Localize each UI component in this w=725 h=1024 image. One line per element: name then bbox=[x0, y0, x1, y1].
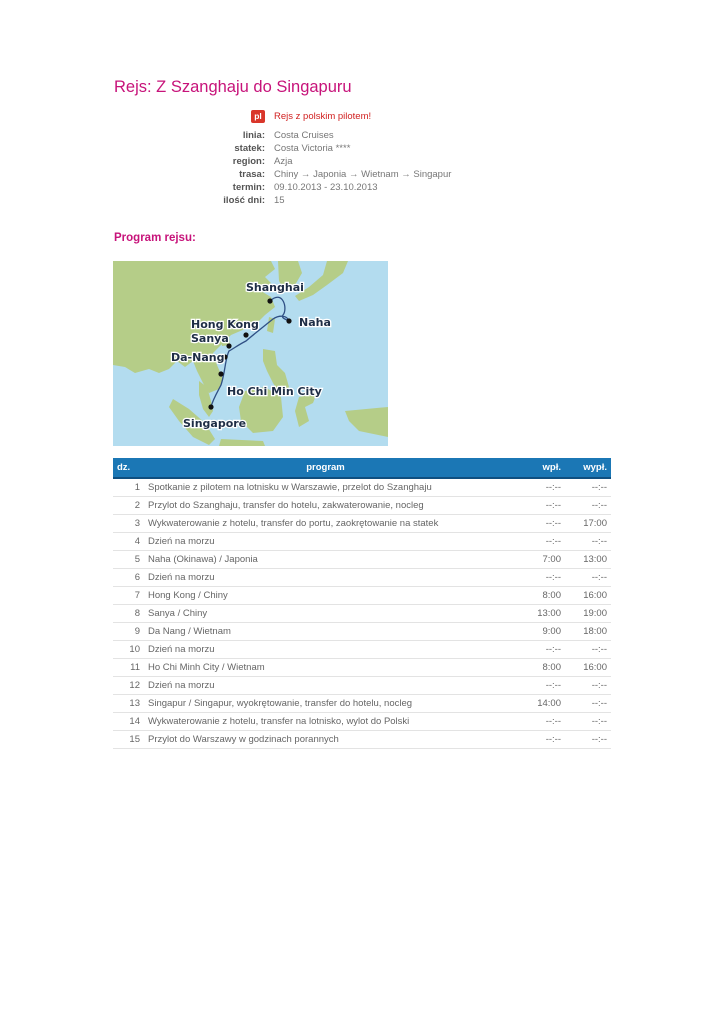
arrival-cell: 14:00 bbox=[507, 695, 565, 713]
label-sanya: Sanya bbox=[191, 332, 229, 345]
info-label: termin: bbox=[232, 182, 265, 193]
info-label: linia: bbox=[242, 130, 265, 141]
arrival-cell: --:-- bbox=[507, 515, 565, 533]
arrival-cell: --:-- bbox=[507, 713, 565, 731]
day-cell: 15 bbox=[113, 731, 144, 749]
info-row-days bbox=[190, 194, 451, 207]
program-cell: Singapur / Singapur, wyokrętowanie, transfer do hotelu, nocleg bbox=[144, 695, 507, 713]
port-marker-ho-chi-minh bbox=[218, 371, 223, 376]
departure-cell: --:-- bbox=[565, 695, 611, 713]
day-cell: 6 bbox=[113, 569, 144, 587]
arrival-cell: 7:00 bbox=[507, 551, 565, 569]
col-header-departure: wypł. bbox=[565, 458, 611, 478]
program-cell: Ho Chi Minh City / Wietnam bbox=[144, 659, 507, 677]
table-row bbox=[113, 533, 611, 551]
arrival-cell: --:-- bbox=[507, 677, 565, 695]
program-cell: Hong Kong / Chiny bbox=[144, 587, 507, 605]
label-shanghai: Shanghai bbox=[246, 281, 304, 294]
day-cell: 13 bbox=[113, 695, 144, 713]
info-row-line bbox=[190, 129, 451, 142]
program-cell: Naha (Okinawa) / Japonia bbox=[144, 551, 507, 569]
departure-cell: --:-- bbox=[565, 641, 611, 659]
col-header-program: program bbox=[144, 458, 507, 478]
table-row bbox=[113, 641, 611, 659]
label-naha: Naha bbox=[299, 316, 331, 329]
day-cell: 1 bbox=[113, 478, 144, 497]
label-singapore: Singapore bbox=[183, 417, 247, 430]
info-row-ship bbox=[190, 142, 451, 155]
route-map bbox=[113, 261, 388, 446]
arrival-cell: --:-- bbox=[507, 533, 565, 551]
info-value: 15 bbox=[274, 195, 285, 206]
departure-cell: 18:00 bbox=[565, 623, 611, 641]
day-cell: 5 bbox=[113, 551, 144, 569]
departure-cell: --:-- bbox=[565, 713, 611, 731]
departure-cell: --:-- bbox=[565, 677, 611, 695]
program-cell: Przylot do Warszawy w godzinach porannych bbox=[144, 731, 507, 749]
info-row-region bbox=[190, 155, 451, 168]
day-cell: 2 bbox=[113, 497, 144, 515]
page-title: Rejs: Z Szanghaju do Singapuru bbox=[114, 78, 352, 96]
table-row bbox=[113, 605, 611, 623]
route-map-svg bbox=[113, 261, 388, 446]
arrival-cell: 13:00 bbox=[507, 605, 565, 623]
port-marker-shanghai bbox=[267, 298, 272, 303]
col-header-day: dz. bbox=[113, 458, 144, 478]
day-cell: 10 bbox=[113, 641, 144, 659]
program-cell: Przylot do Szanghaju, transfer do hotelu, zakwaterowanie, nocleg bbox=[144, 497, 507, 515]
label-hong-kong: Hong Kong bbox=[191, 318, 259, 331]
day-cell: 4 bbox=[113, 533, 144, 551]
pilot-note: Rejs z polskim pilotem! bbox=[274, 111, 372, 122]
table-row bbox=[113, 551, 611, 569]
table-row bbox=[113, 497, 611, 515]
table-row bbox=[113, 731, 611, 749]
info-label: ilość dni: bbox=[223, 195, 265, 206]
info-row-route bbox=[190, 168, 451, 181]
day-cell: 11 bbox=[113, 659, 144, 677]
info-value: Chiny → Japonia → Wietnam → Singapur bbox=[274, 169, 452, 180]
polish-pilot-icon: pl bbox=[251, 110, 265, 123]
port-marker-singapore bbox=[208, 404, 213, 409]
program-cell: Dzień na morzu bbox=[144, 569, 507, 587]
program-table-header bbox=[113, 458, 611, 478]
departure-cell: 17:00 bbox=[565, 515, 611, 533]
program-cell: Sanya / Chiny bbox=[144, 605, 507, 623]
table-row bbox=[113, 695, 611, 713]
departure-cell: 16:00 bbox=[565, 587, 611, 605]
program-cell: Wykwaterowanie z hotelu, transfer na lotnisko, wylot do Polski bbox=[144, 713, 507, 731]
day-cell: 8 bbox=[113, 605, 144, 623]
departure-cell: --:-- bbox=[565, 497, 611, 515]
arrival-cell: --:-- bbox=[507, 641, 565, 659]
departure-cell: 19:00 bbox=[565, 605, 611, 623]
departure-cell: --:-- bbox=[565, 478, 611, 497]
departure-cell: 16:00 bbox=[565, 659, 611, 677]
departure-cell: 13:00 bbox=[565, 551, 611, 569]
day-cell: 12 bbox=[113, 677, 144, 695]
program-cell: Dzień na morzu bbox=[144, 641, 507, 659]
arrival-cell: 9:00 bbox=[507, 623, 565, 641]
day-cell: 7 bbox=[113, 587, 144, 605]
info-value: 09.10.2013 - 23.10.2013 bbox=[274, 182, 378, 193]
departure-cell: --:-- bbox=[565, 731, 611, 749]
section-title: Program rejsu: bbox=[114, 232, 196, 244]
arrival-cell: 8:00 bbox=[507, 587, 565, 605]
day-cell: 14 bbox=[113, 713, 144, 731]
label-da-nang: Da-Nang bbox=[171, 351, 225, 364]
departure-cell: --:-- bbox=[565, 569, 611, 587]
program-table bbox=[113, 458, 611, 749]
arrival-cell: --:-- bbox=[507, 569, 565, 587]
info-value: Costa Cruises bbox=[274, 130, 334, 141]
port-marker-hong-kong bbox=[243, 332, 248, 337]
table-row bbox=[113, 713, 611, 731]
cruise-info-table bbox=[190, 129, 451, 207]
program-cell: Dzień na morzu bbox=[144, 677, 507, 695]
program-cell: Wykwaterowanie z hotelu, transfer do portu, zaokrętowanie na statek bbox=[144, 515, 507, 533]
port-marker-naha bbox=[286, 318, 291, 323]
col-header-arrival: wpł. bbox=[507, 458, 565, 478]
table-row bbox=[113, 587, 611, 605]
info-value: Azja bbox=[274, 156, 293, 167]
arrival-cell: 8:00 bbox=[507, 659, 565, 677]
program-cell: Da Nang / Wietnam bbox=[144, 623, 507, 641]
table-row bbox=[113, 677, 611, 695]
day-cell: 9 bbox=[113, 623, 144, 641]
info-value: Costa Victoria **** bbox=[274, 143, 351, 154]
day-cell: 3 bbox=[113, 515, 144, 533]
program-cell: Dzień na morzu bbox=[144, 533, 507, 551]
program-cell: Spotkanie z pilotem na lotnisku w Warszawie, przelot do Szanghaju bbox=[144, 478, 507, 497]
info-label: region: bbox=[232, 156, 265, 167]
arrival-cell: --:-- bbox=[507, 478, 565, 497]
arrival-cell: --:-- bbox=[507, 731, 565, 749]
table-row bbox=[113, 659, 611, 677]
table-row bbox=[113, 515, 611, 533]
info-row-dates bbox=[190, 181, 451, 194]
info-label: trasa: bbox=[239, 169, 265, 180]
info-label: statek: bbox=[234, 143, 265, 154]
table-row bbox=[113, 478, 611, 497]
arrival-cell: --:-- bbox=[507, 497, 565, 515]
departure-cell: --:-- bbox=[565, 533, 611, 551]
table-row bbox=[113, 569, 611, 587]
label-ho-chi-minh-city: Ho Chi Min City bbox=[227, 385, 322, 398]
table-row bbox=[113, 623, 611, 641]
